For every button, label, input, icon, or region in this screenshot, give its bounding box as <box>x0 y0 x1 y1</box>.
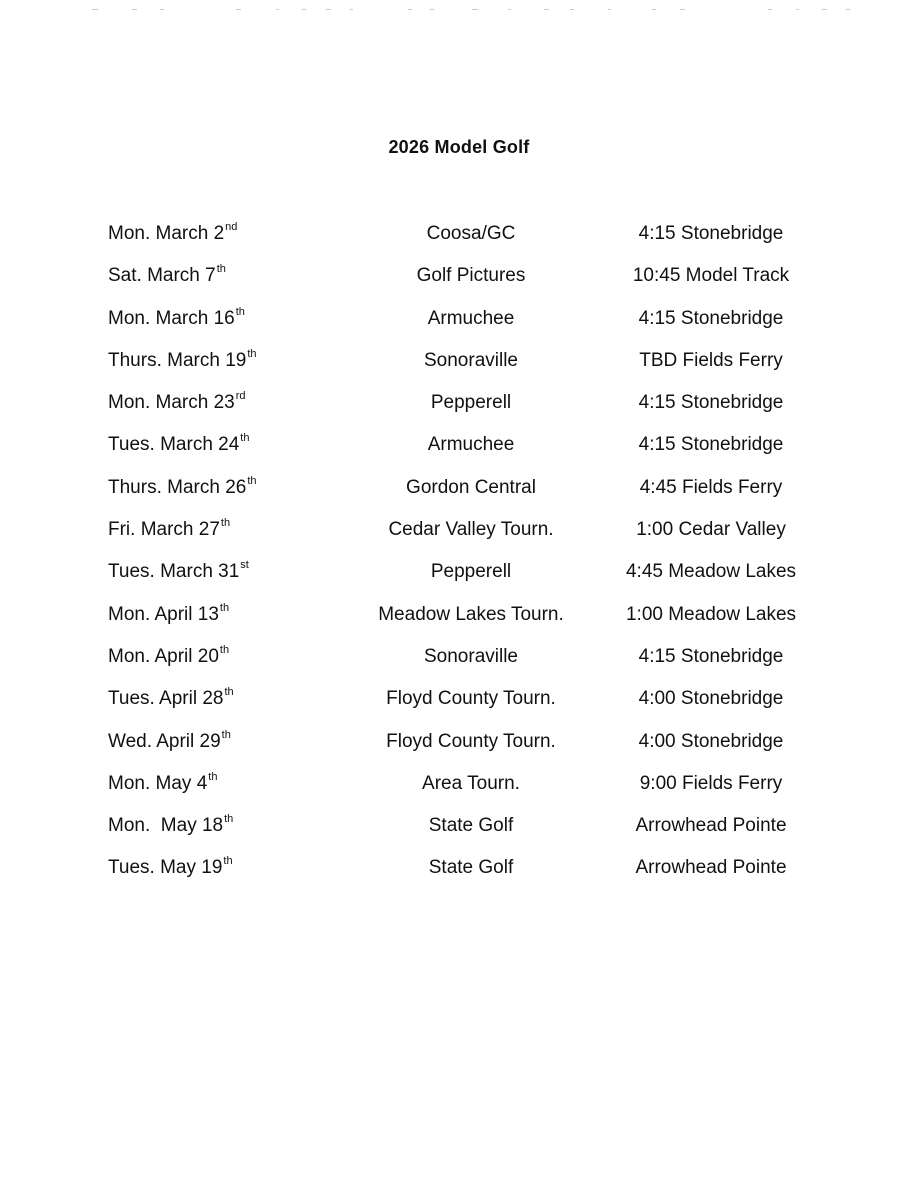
schedule-row <box>0 516 918 558</box>
event-opponent: Meadow Lakes Tourn. <box>378 603 564 625</box>
schedule-row <box>0 389 918 431</box>
schedule-row <box>0 305 918 347</box>
event-date: Thurs. March 26th <box>108 474 257 498</box>
schedule-row <box>0 643 918 685</box>
event-time-location: 1:00 Cedar Valley <box>636 519 786 541</box>
event-date: Mon. April 13th <box>108 601 230 625</box>
event-time-location: TBD Fields Ferry <box>639 349 783 371</box>
event-time-location: 4:15 Stonebridge <box>638 307 784 329</box>
event-time-location: 4:45 Fields Ferry <box>639 476 783 498</box>
event-date: Mon. April 20th <box>108 643 230 667</box>
schedule-row <box>0 220 918 262</box>
event-opponent: Armuchee <box>427 307 515 329</box>
event-opponent: State Golf <box>428 815 514 837</box>
event-time-location: Arrowhead Pointe <box>635 857 787 879</box>
schedule-row <box>0 347 918 389</box>
schedule-row <box>0 474 918 516</box>
date-ordinal-suffix: th <box>247 474 257 487</box>
date-ordinal-suffix: th <box>219 601 230 614</box>
schedule-row <box>0 812 918 854</box>
event-date: Mon. March 2nd <box>108 221 238 244</box>
schedule-row <box>0 854 918 896</box>
event-time-location: 4:15 Stonebridge <box>638 392 784 414</box>
event-date: Mon. May 18th <box>108 813 234 837</box>
event-opponent: Gordon Central <box>406 476 536 498</box>
event-date: Tues. March 31st <box>108 559 249 583</box>
date-ordinal-suffix: th <box>224 686 234 699</box>
event-time-location: 4:00 Stonebridge <box>638 688 784 710</box>
date-ordinal-suffix: th <box>208 770 218 783</box>
event-date: Wed. April 29th <box>108 728 231 752</box>
date-ordinal-suffix: th <box>240 432 250 445</box>
event-time-location: 4:45 Meadow Lakes <box>625 561 797 583</box>
date-ordinal-suffix: th <box>216 263 226 276</box>
schedule-row <box>0 431 918 473</box>
schedule-row <box>0 770 918 812</box>
event-date: Mon. March 23rd <box>108 390 246 414</box>
event-opponent: Sonoraville <box>424 645 518 667</box>
event-opponent: Golf Pictures <box>416 265 526 287</box>
event-opponent: Pepperell <box>430 561 512 583</box>
schedule-row <box>0 685 918 727</box>
event-opponent: Floyd County Tourn. <box>386 688 556 710</box>
event-opponent: Coosa/GC <box>426 223 516 244</box>
date-ordinal-suffix: st <box>240 559 249 572</box>
event-date: Sat. March 7th <box>108 263 226 287</box>
date-ordinal-suffix: th <box>221 728 231 741</box>
event-time-location: 9:00 Fields Ferry <box>639 772 783 794</box>
date-ordinal-suffix: th <box>220 517 231 530</box>
event-opponent: Sonoraville <box>424 349 518 371</box>
date-ordinal-suffix: th <box>219 643 230 656</box>
schedule-table <box>0 220 918 897</box>
schedule-row <box>0 262 918 304</box>
event-time-location: 4:15 Stonebridge <box>638 434 784 456</box>
date-ordinal-suffix: nd <box>225 221 238 233</box>
date-ordinal-suffix: th <box>224 813 234 826</box>
event-date: Thurs. March 19th <box>108 347 257 371</box>
event-opponent: Area Tourn. <box>422 772 520 794</box>
event-opponent: State Golf <box>428 857 514 879</box>
event-date: Tues. April 28th <box>108 686 234 710</box>
event-time-location: 1:00 Meadow Lakes <box>625 603 797 625</box>
event-opponent: Armuchee <box>427 434 515 456</box>
schedule-row <box>0 601 918 643</box>
event-time-location: 10:45 Model Track <box>632 265 790 287</box>
event-opponent: Cedar Valley Tourn. <box>388 519 554 541</box>
schedule-row <box>0 728 918 770</box>
event-time-location: 4:00 Stonebridge <box>638 730 784 752</box>
date-ordinal-suffix: th <box>235 305 245 318</box>
scan-edge-marks <box>0 0 918 20</box>
date-ordinal-suffix: rd <box>235 390 246 403</box>
event-date: Fri. March 27th <box>108 517 231 541</box>
event-date: Tues. March 24th <box>108 432 250 456</box>
event-time-location: 4:15 Stonebridge <box>638 223 784 244</box>
event-opponent: Pepperell <box>430 392 512 414</box>
event-date: Mon. May 4th <box>108 770 218 794</box>
event-date: Tues. May 19th <box>108 855 233 879</box>
schedule-row <box>0 558 918 600</box>
event-opponent: Floyd County Tourn. <box>386 730 556 752</box>
event-time-location: Arrowhead Pointe <box>635 815 787 837</box>
event-date: Mon. March 16th <box>108 305 245 329</box>
event-time-location: 4:15 Stonebridge <box>638 645 784 667</box>
date-ordinal-suffix: th <box>223 855 233 868</box>
date-ordinal-suffix: th <box>247 347 257 360</box>
document-title: 2026 Model Golf <box>388 137 530 157</box>
